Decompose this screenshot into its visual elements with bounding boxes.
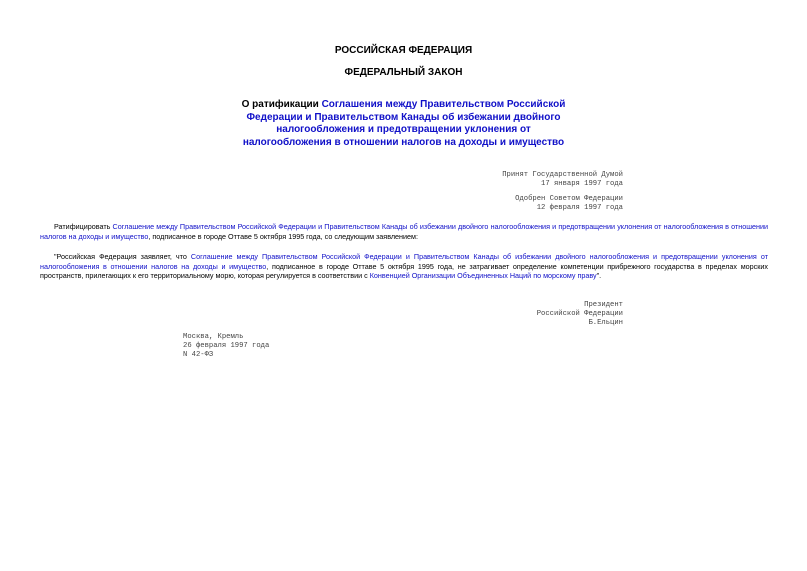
p2-agreement-link[interactable]: Соглашение между Правительством Российской Федерации и Правительством Канады об избежании двойного налогообложения и предотвращении уклонения от налогообложения в отношении налогов на доходы и имущество xyxy=(40,252,768,271)
p2-prefix: "Российская Федерация заявляет, что xyxy=(54,252,191,261)
approval-date: 12 февраля 1997 года xyxy=(536,204,623,212)
law-number: N 42-ФЗ xyxy=(183,351,214,359)
signature-title: Президент xyxy=(584,301,623,309)
ratification-paragraph xyxy=(40,222,768,241)
p1-agreement-link[interactable]: Соглашение между Правительством Российской Федерации и Правительством Канады об избежании двойного налогообложения и предотвращении уклонения от налогообложения в отношении налогов на доходы и имущество xyxy=(40,222,768,241)
p2-convention-link[interactable]: Конвенцией Организации Объединенных Наций по морскому праву xyxy=(369,271,597,281)
signature-block xyxy=(537,301,623,328)
title-prefix: О ратификации xyxy=(241,99,322,110)
statement-paragraph xyxy=(40,252,768,281)
adoption-info-duma xyxy=(502,171,623,189)
title-agreement-link[interactable]: Соглашения между Правительством Российской Федерации и Правительством Канады об избежании двойного налогообложения и предотвращении уклонения от налогообложения в отношении налогов на доходы и имущество xyxy=(242,99,566,148)
signature-org: Российской Федерации xyxy=(536,310,623,318)
p1-prefix: Ратифицировать xyxy=(54,222,113,231)
adoption-line: Принят Государственной Думой xyxy=(502,171,623,179)
date-line: 26 февраля 1997 года xyxy=(183,342,270,350)
adoption-date: 17 января 1997 года xyxy=(541,180,623,188)
law-title xyxy=(0,99,807,149)
adoption-info-council xyxy=(515,195,623,213)
signature-name: Б.Ельцин xyxy=(588,319,623,327)
place-line: Москва, Кремль xyxy=(183,333,244,341)
doc-type-heading: ФЕДЕРАЛЬНЫЙ ЗАКОН xyxy=(344,67,463,78)
p1-suffix: , подписанное в городе Оттаве 5 октября 1995 года, со следующим заявлением: xyxy=(148,231,418,241)
approval-line: Одобрен Советом Федерации xyxy=(515,195,623,203)
p2-suffix: ". xyxy=(596,271,602,281)
p2-middle: , подписанное в городе Оттаве 5 октября 1995 года, не затрагивает определение компетенции прибрежного государства в пределах морских пространств, прилегающих к его территориальному морю, которая регулируется в соответствии с xyxy=(40,261,768,281)
place-date-block xyxy=(183,333,269,360)
country-heading: РОССИЙСКАЯ ФЕДЕРАЦИЯ xyxy=(334,45,473,56)
